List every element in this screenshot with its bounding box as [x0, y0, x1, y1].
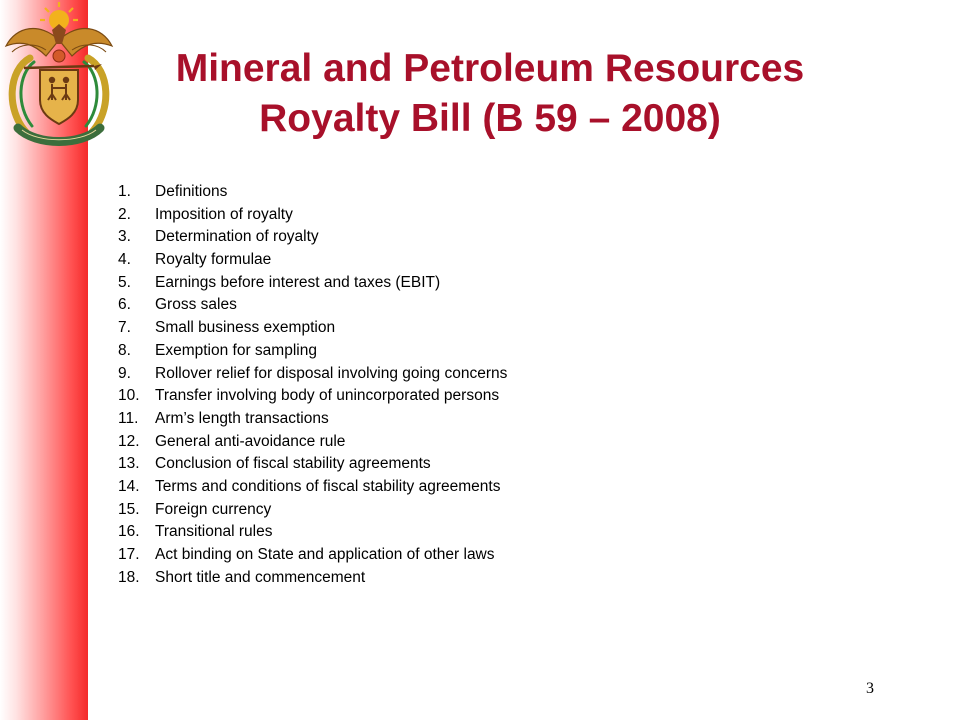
section-number: 11. [118, 409, 139, 427]
section-number: 1. [118, 183, 131, 200]
section-label: Exemption for sampling [155, 341, 317, 359]
section-item [118, 272, 507, 295]
section-label: Transitional rules [155, 523, 273, 541]
section-number: 8. [118, 341, 131, 359]
section-item [118, 317, 507, 340]
section-item [118, 249, 507, 272]
section-item [118, 363, 507, 386]
section-item [118, 294, 507, 317]
section-number: 7. [118, 319, 131, 337]
section-number: 9. [118, 364, 131, 382]
section-number: 3. [118, 228, 131, 246]
section-label: Rollover relief for disposal involving going concerns [155, 364, 508, 382]
section-number: 17. [118, 546, 140, 563]
section-label: Terms and conditions of fiscal stability agreements [155, 477, 501, 495]
section-label: Short title and commencement [155, 568, 366, 586]
section-label: Definitions [155, 183, 228, 200]
section-item [118, 204, 507, 227]
page-number: 3 [866, 680, 874, 697]
section-label: General anti-avoidance rule [155, 432, 346, 450]
section-list [118, 181, 507, 589]
section-item [118, 453, 507, 476]
section-item [118, 226, 507, 249]
section-number: 14. [118, 477, 140, 495]
section-label: Earnings before interest and taxes (EBIT) [155, 273, 441, 291]
section-item [118, 544, 507, 567]
section-item [118, 408, 507, 431]
section-number: 16. [118, 523, 140, 541]
slide-title-line-2: Royalty Bill (B 59 – 2008) [259, 97, 721, 140]
section-number: 12. [118, 432, 140, 450]
slide-title-line-1: Mineral and Petroleum Resources [175, 47, 805, 90]
section-label: Arm’s length transactions [155, 409, 329, 427]
section-number: 5. [118, 273, 131, 291]
section-item [118, 476, 507, 499]
section-label: Foreign currency [155, 500, 272, 518]
section-number: 4. [118, 251, 131, 269]
section-number: 10. [118, 387, 140, 405]
section-number: 13. [118, 455, 140, 473]
section-label: Transfer involving body of unincorporated persons [155, 387, 500, 405]
section-number: 18. [118, 568, 140, 586]
section-item [118, 431, 507, 454]
section-item [118, 340, 507, 363]
section-number: 2. [118, 205, 131, 223]
section-label: Conclusion of fiscal stability agreements [155, 455, 431, 473]
section-number: 15. [118, 500, 140, 518]
section-item [118, 385, 507, 408]
section-label: Small business exemption [155, 319, 336, 337]
slide-title [100, 44, 880, 144]
section-label: Gross sales [155, 296, 237, 314]
section-item [118, 181, 507, 204]
section-label: Act binding on State and application of other laws [155, 546, 495, 563]
section-item [118, 521, 507, 544]
section-number: 6. [118, 296, 131, 314]
section-label: Imposition of royalty [155, 205, 293, 223]
section-label: Determination of royalty [155, 228, 319, 246]
section-item [118, 567, 507, 590]
section-item [118, 499, 507, 522]
section-label: Royalty formulae [155, 251, 272, 269]
